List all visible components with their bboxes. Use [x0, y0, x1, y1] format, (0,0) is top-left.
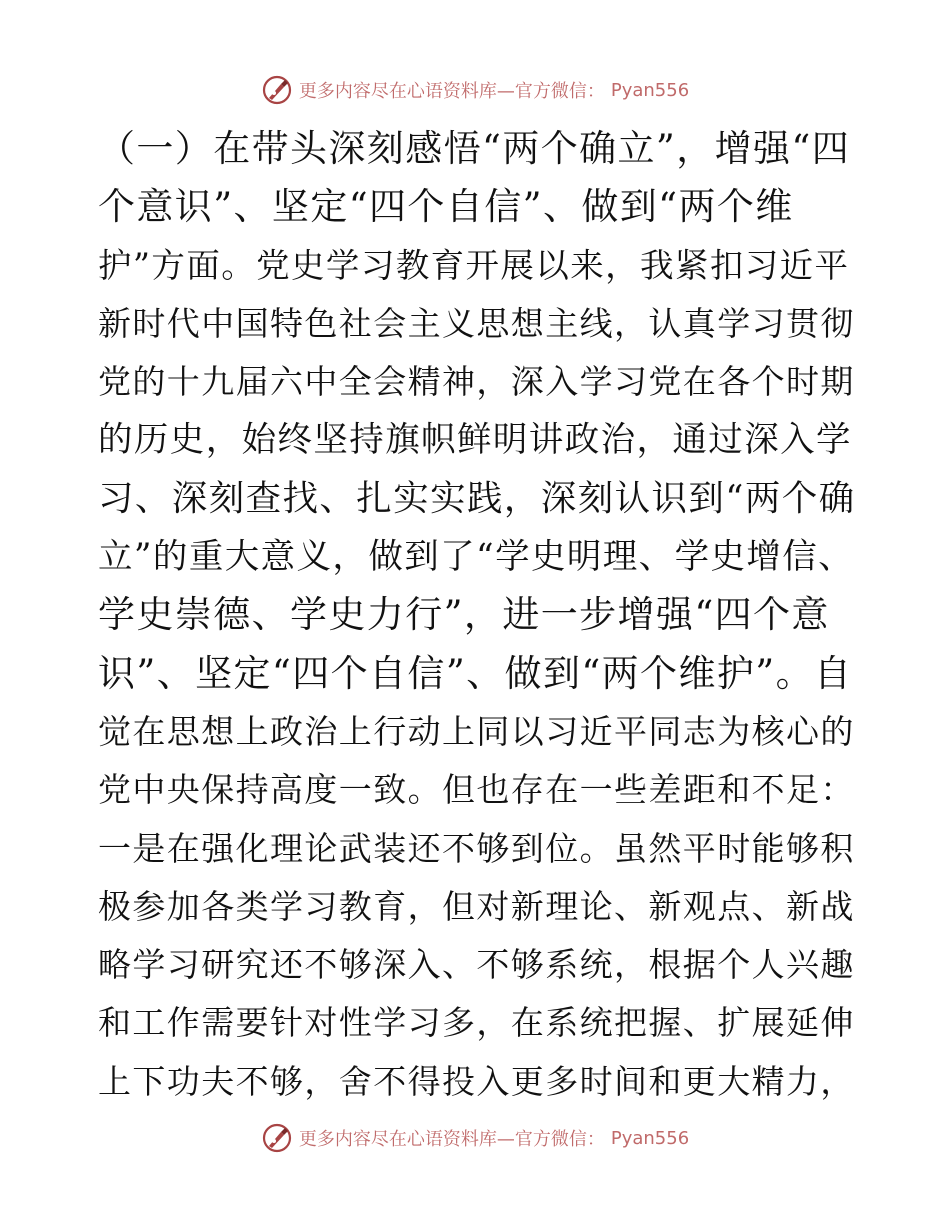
text-line: 党的十九届六中全会精神，深入学习党在各个时期: [98, 362, 855, 402]
document-body: [98, 120, 858, 1111]
text-line: 极参加各类学习教育，但对新理论、新观点、新战: [98, 886, 855, 926]
text-line: 学史崇德、学史力行”，进一步增强“四个意: [98, 593, 830, 637]
text-line: 一是在强化理论武装还不够到位。虽然平时能够积: [98, 828, 855, 868]
text-line: 的历史，始终坚持旗帜鲜明讲政治，通过深入学: [98, 420, 852, 461]
watermark-wechat-id: Pyan556: [610, 79, 690, 101]
text-line: 和工作需要针对性学习多，在系统把握、扩展延伸: [98, 1003, 855, 1043]
text-line: 略学习研究还不够深入、不够系统，根据个人兴趣: [98, 945, 855, 985]
pen-logo-icon: [261, 74, 293, 106]
text-line: 新时代中国特色社会主义思想主线，认真学习贯彻: [98, 303, 855, 343]
text-line: 护”方面。党史学习教育开展以来，我紧扣习近平: [98, 245, 850, 285]
text-line: 立”的重大意义，做到了“学史明理、学史增信、: [98, 537, 855, 578]
text-line: （一）在带头深刻感悟“两个确立”，增强“四: [98, 127, 851, 170]
text-line: 上下功夫不够，舍不得投入更多时间和更大精力，: [98, 1061, 855, 1101]
header-watermark: [0, 70, 950, 110]
watermark-wechat-id: Pyan556: [610, 1127, 690, 1149]
text-line: 觉在思想上政治上行动上同以习近平同志为核心的: [98, 711, 855, 751]
text-line: 党中央保持高度一致。但也存在一些差距和不足：: [98, 770, 855, 810]
text-line: 个意识”、坚定“四个自信”、做到“两个维: [98, 185, 794, 229]
text-line: 习、深刻查找、扎实实践，深刻认识到“两个确: [98, 477, 856, 519]
text-line: 识”、坚定“四个自信”、做到“两个维护”。自: [98, 651, 853, 695]
watermark-text: 更多内容尽在心语资料库—官方微信：: [298, 81, 605, 102]
footer-watermark: [0, 1118, 950, 1158]
watermark-text: 更多内容尽在心语资料库—官方微信：: [298, 1129, 605, 1150]
pen-logo-icon: [261, 1122, 293, 1154]
